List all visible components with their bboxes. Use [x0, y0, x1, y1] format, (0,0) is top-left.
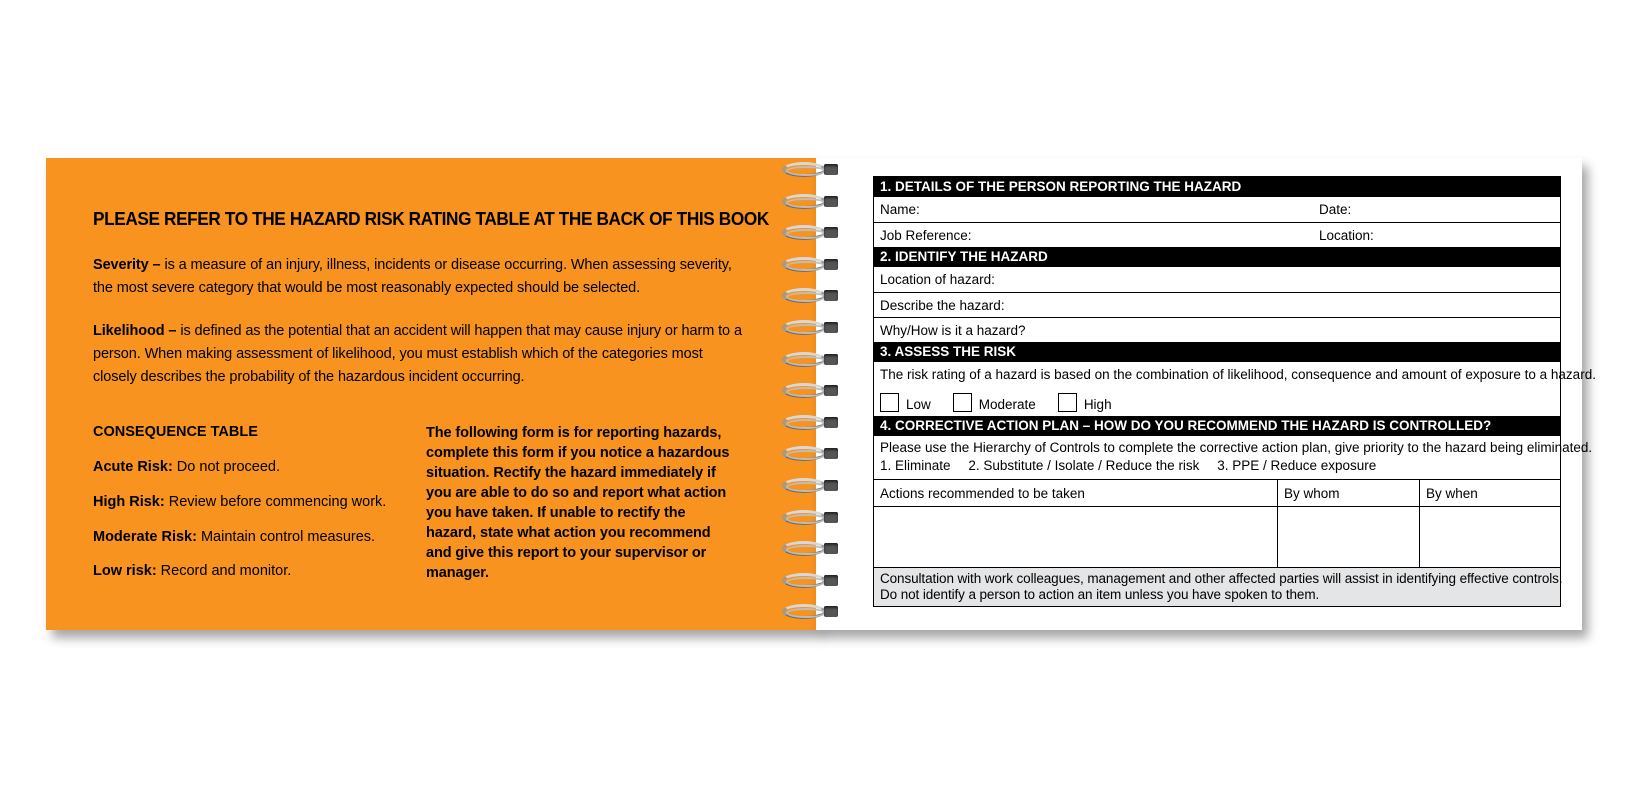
action-table-row — [874, 506, 1560, 567]
left-page — [46, 158, 818, 630]
hierarchy-steps — [880, 457, 1554, 475]
hazard-location-label: Location of hazard: — [880, 272, 995, 287]
risk-moderate — [93, 529, 375, 545]
section4-header: 4. CORRECTIVE ACTION PLAN – HOW DO YOU RECOMMEND THE HAZARD IS CONTROLLED? — [874, 416, 1560, 436]
spiral-coil — [782, 350, 840, 370]
consultation-line1: Consultation with work colleagues, management and other affected parties will assist in identifying effective controls. — [880, 571, 1563, 586]
actions-input[interactable] — [874, 506, 1278, 567]
spiral-coil — [782, 255, 840, 275]
by-when-input[interactable] — [1420, 506, 1560, 567]
severity-text: is a measure of an injury, illness, incidents or disease occurring. When assessing severity, the most severe category that would be most reasonably expected should be selected. — [93, 257, 732, 296]
by-whom-input[interactable] — [1278, 506, 1420, 567]
page-title: PLEASE REFER TO THE HAZARD RISK RATING TABLE AT THE BACK OF THIS BOOK — [93, 208, 769, 229]
risk-label: Acute Risk: — [93, 459, 173, 475]
spiral-coil — [782, 160, 840, 180]
likelihood-text: is defined as the potential that an accident will happen that may cause injury or harm to a person. When making assessment of likelihood, you must establish which of the categories most closely describes the probability of the hazardous incident occurring. — [93, 323, 742, 385]
date-field[interactable] — [1313, 197, 1351, 222]
risk-text: Record and monitor. — [156, 563, 292, 579]
name-date-row — [874, 197, 1560, 222]
action-table — [874, 479, 1560, 567]
consultation-note — [874, 567, 1563, 606]
spiral-coil — [782, 444, 840, 464]
moderate-label: Moderate — [978, 397, 1036, 412]
spiral-coil — [782, 381, 840, 401]
hazard-description-field[interactable] — [874, 292, 1560, 317]
consultation-line2: Do not identify a person to action an item unless you have spoken to them. — [880, 587, 1320, 602]
spiral-coil — [782, 192, 840, 212]
risk-description: The risk rating of a hazard is based on the combination of likelihood, consequence and amount of exposure to a hazard. — [880, 367, 1596, 382]
risk-option-low[interactable] — [880, 387, 931, 412]
risk-text: Do not proceed. — [172, 459, 280, 475]
location-field[interactable] — [1313, 223, 1374, 247]
spiral-coil — [782, 508, 840, 528]
step-substitute: 2. Substitute / Isolate / Reduce the risk — [968, 458, 1200, 473]
hazard-location-field[interactable] — [874, 267, 1560, 292]
likelihood-term: Likelihood – — [93, 323, 177, 339]
risk-label: High Risk: — [93, 494, 165, 510]
form-instructions: The following form is for reporting hazards, complete this form if you notice a hazardous situation. Rectify the hazard immediately if you are able to do so and report what action you have taken. If unable to rectify the hazard, state what action you recommend and give this report to your supervisor or manager. — [426, 425, 730, 581]
risk-high — [93, 494, 386, 510]
high-label: High — [1083, 397, 1112, 412]
risk-label: Moderate Risk: — [93, 529, 197, 545]
spiral-coil — [782, 286, 840, 306]
section2-header: 2. IDENTIFY THE HAZARD — [874, 247, 1560, 267]
spiral-coil — [782, 413, 840, 433]
jobref-location-row — [874, 222, 1560, 247]
step-eliminate: 1. Eliminate — [880, 458, 951, 473]
risk-option-moderate[interactable] — [953, 387, 1036, 412]
risk-option-high[interactable] — [1058, 387, 1112, 412]
spiral-coil — [782, 223, 840, 243]
hazard-report-form — [873, 176, 1596, 607]
location-label: Location: — [1319, 227, 1374, 243]
high-checkbox[interactable] — [1058, 393, 1077, 412]
spiral-binding — [782, 158, 842, 630]
col-actions: Actions recommended to be taken — [874, 480, 1278, 506]
hazard-reason-label: Why/How is it a hazard? — [880, 322, 1026, 338]
name-field[interactable] — [874, 197, 1313, 222]
hazard-description-label: Describe the hazard: — [880, 297, 1005, 313]
likelihood-paragraph — [93, 320, 743, 389]
risk-text: Review before commencing work. — [164, 494, 387, 510]
job-reference-label: Job Reference: — [880, 227, 972, 243]
hierarchy-description: Please use the Hierarchy of Controls to complete the corrective action plan, give priority to the hazard being eliminated. — [880, 440, 1593, 455]
step-ppe: 3. PPE / Reduce exposure — [1217, 458, 1377, 473]
risk-text: Maintain control measures. — [196, 529, 376, 545]
section1-header: 1. DETAILS OF THE PERSON REPORTING THE HAZARD — [874, 177, 1560, 197]
col-by-when: By when — [1426, 485, 1478, 501]
job-reference-field[interactable] — [874, 223, 1313, 247]
section3-header: 3. ASSESS THE RISK — [874, 342, 1560, 362]
hierarchy-instructions — [874, 436, 1593, 479]
hazard-reason-field[interactable] — [874, 317, 1560, 342]
risk-options — [874, 384, 1560, 416]
col-by-whom: By whom — [1278, 480, 1420, 506]
risk-low — [93, 563, 291, 579]
risk-acute — [93, 459, 280, 475]
spiral-coil — [782, 476, 840, 496]
action-table-header — [874, 480, 1560, 506]
spiral-coil — [782, 602, 840, 622]
spiral-coil — [782, 539, 840, 559]
consequence-heading: CONSEQUENCE TABLE — [93, 424, 258, 440]
spiral-coil — [782, 571, 840, 591]
severity-term: Severity – — [93, 257, 161, 273]
date-label: Date: — [1319, 202, 1352, 217]
risk-label: Low risk: — [93, 563, 157, 579]
name-label: Name: — [880, 202, 920, 217]
low-checkbox[interactable] — [880, 393, 899, 412]
spiral-coil — [782, 318, 840, 338]
low-label: Low — [906, 397, 931, 412]
severity-paragraph — [93, 254, 743, 300]
right-page — [816, 158, 1596, 630]
moderate-checkbox[interactable] — [953, 393, 972, 412]
